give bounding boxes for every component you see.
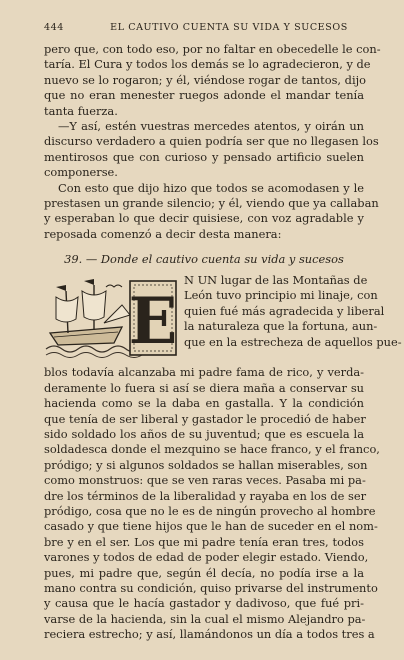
text-line: bre y en el ser. Los que mi padre tenía eran tres, todos bbox=[44, 534, 364, 549]
text-line: varse de la hacienda, sin la cual el mismo Alejandro pa- bbox=[44, 611, 366, 626]
running-title: EL CAUTIVO CUENTA SU VIDA Y SUCESOS bbox=[110, 22, 348, 33]
paragraph-2 bbox=[44, 118, 379, 181]
text-line: nuevo se lo rogaron; y él, viéndose rogar de tantos, dijo bbox=[44, 72, 366, 87]
text-line: pues, mi padre que, según él decía, no podía irse a la bbox=[44, 565, 364, 580]
page-body bbox=[44, 42, 402, 643]
text-line: reciera estrecho; y así, llamándonos un día a todos tres a bbox=[44, 627, 375, 642]
text-line: N UN lugar de las Montañas de bbox=[184, 273, 368, 288]
text-line: deramente lo fuera si así se diera maña a conservar su bbox=[44, 380, 364, 395]
text-line: pero que, con todo eso, por no faltar en obecedelle le con- bbox=[44, 42, 381, 56]
text-line: hacienda como se la daba en gastalla. Y la condición bbox=[44, 396, 364, 411]
text-line: blos todavía alcanzaba mi padre fama de rico, y verda- bbox=[44, 365, 364, 380]
text-line: pródigo, cosa que no le es de ningún provecho al hombre bbox=[44, 503, 376, 518]
text-line: varones y todos de edad de poder elegir estado. Viendo, bbox=[44, 550, 369, 565]
drop-cap-lines bbox=[184, 273, 402, 350]
text-line: sido soldado los años de su juventud; que es escuela la bbox=[44, 427, 364, 442]
text-line: quien fué más agradecida y liberal bbox=[184, 303, 385, 318]
text-line: prestasen un grande silencio; y él, viendo que ya callaban bbox=[44, 195, 379, 210]
drop-cap-block bbox=[44, 273, 402, 365]
text-line: que no eran menester ruegos adonde el mandar tenía bbox=[44, 88, 364, 103]
text-line: taría. El Cura y todos los demás se lo agradecieron, y de bbox=[44, 57, 371, 72]
text-line: y esperaban lo que decir quisiese, con voz agradable y bbox=[44, 211, 364, 226]
text-line: pródigo; y si algunos soldados se hallan miserables, son bbox=[44, 457, 368, 472]
text-line: soldadesca donde el mezquino se hace franco, y el franco, bbox=[44, 442, 380, 457]
text-line: reposada comenzó a decir desta manera: bbox=[44, 226, 282, 241]
drop-cap-letter: E bbox=[128, 284, 178, 360]
text-line: Con esto que dijo hizo que todos se acomodasen y le bbox=[58, 180, 364, 195]
text-line: dre los términos de la liberalidad y rayaba en los de ser bbox=[44, 488, 367, 503]
paragraph-4 bbox=[44, 365, 380, 642]
text-line: León tuvo principio mi linaje, con bbox=[184, 288, 378, 303]
ship-drop-cap-illustration bbox=[44, 275, 180, 361]
page-number: 444 bbox=[44, 22, 64, 33]
text-line: mano contra su condición, quiso privarse del instrumento bbox=[44, 580, 378, 595]
paragraph-3 bbox=[44, 180, 379, 243]
text-line: que en la estrecheza de aquellos pue- bbox=[184, 334, 402, 349]
text-line: componerse. bbox=[44, 165, 118, 180]
text-line: la naturaleza que la fortuna, aun- bbox=[184, 319, 378, 334]
text-line: tanta fuerza. bbox=[44, 103, 118, 118]
text-line: como monstruos: que se ven raras veces. Pasaba mi pa- bbox=[44, 473, 366, 488]
text-line: casado y que tiene hijos que le han de suceder en el nom- bbox=[44, 519, 378, 534]
text-line: discurso verdadero a quien podría ser que no llegasen los bbox=[44, 134, 379, 149]
text-line: —Y así, estén vuestras mercedes atentos, y oirán un bbox=[58, 118, 364, 133]
text-line: mentirosos que con curioso y pensado artificio suelen bbox=[44, 149, 364, 164]
text-line: que tenía de ser liberal y gastador le procedió de haber bbox=[44, 411, 366, 426]
chapter-heading: 39. — Donde el cautivo cuenta su vida y sucesos bbox=[64, 252, 344, 267]
text-line: y causa que le hacía gastador y dadivoso, que fué pri- bbox=[44, 596, 364, 611]
paragraph-1 bbox=[44, 42, 381, 119]
